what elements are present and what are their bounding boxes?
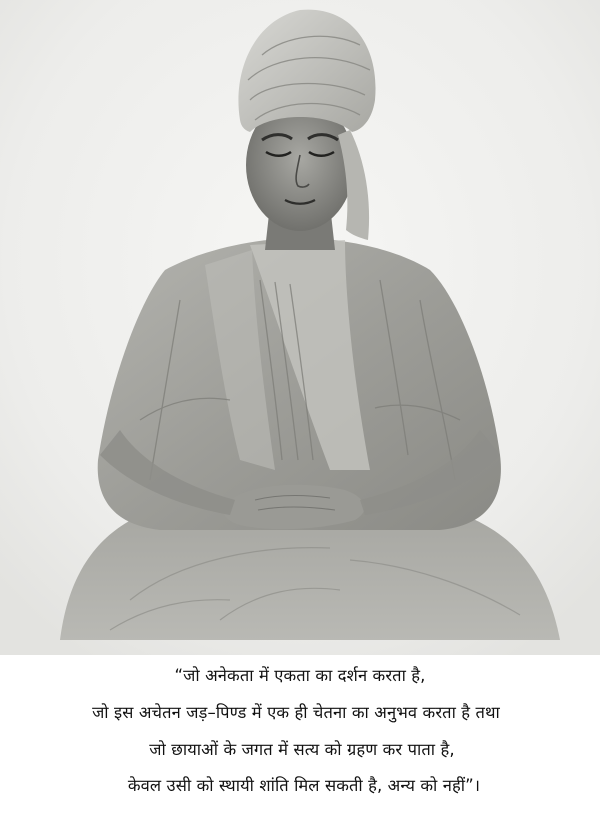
- quote-line-1: “जो अनेकता में एकता का दर्शन करता है,: [174, 666, 426, 685]
- quote-line-4: केवल उसी को स्थायी शांति मिल सकती है, अन्य को नहीं”।: [127, 776, 481, 795]
- quote-line-3: जो छायाओं के जगत में सत्य को ग्रहण कर पाता है,: [149, 740, 455, 759]
- quote-line-2: जो इस अचेतन जड़–पिण्ड में एक ही चेतना का अनुभव करता है तथा: [92, 703, 500, 722]
- quote-block: [0, 655, 600, 814]
